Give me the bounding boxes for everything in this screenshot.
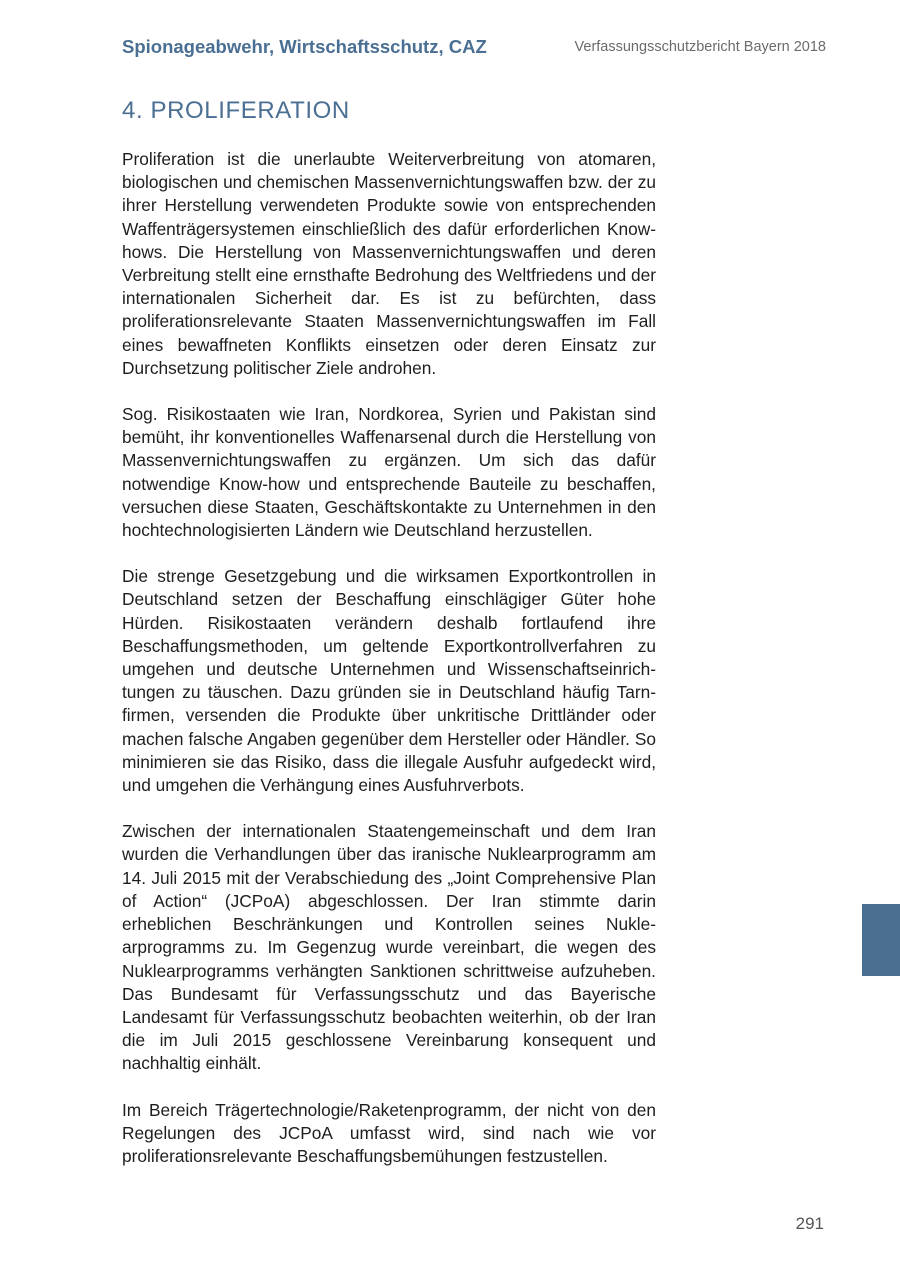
paragraph-missile-program: Im Bereich Trägertechnologie/Raketenprogramm, der nicht von den Regelungen des JCPoA umfasst wird, sind nach wie vor proliferationsrelevante Beschaffungsbemühungen festzustellen. (122, 1099, 656, 1166)
paragraph-jcpoa: Zwischen der internationalen Staatengemeinschaft und dem Iran wurden die Verhandlungen über das iranische Nuklearprogramm am 14. Juli 2015 mit der Verabschiedung des „Joint Comprehensive Plan of Action“ (JCPoA) abgeschlossen. Der Iran stimmte darin erheblichen Beschränkungen und Kontrollen seines Nuklearprogramms zu. Im Gegenzug wurde vereinbart, die wegen des Nuklearprogramms verhängten Sanktionen schrittweise aufzuheben. Das Bundesamt für Verfassungsschutz und das Bayerische Landesamt für Verfassungsschutz beobachten weiterhin, ob der Iran die im Juli 2015 geschlossene Vereinbarung konsequent und nachhaltig einhält. (122, 821, 656, 1074)
section-title: 4. PROLIFERATION (122, 97, 350, 124)
chapter-tab-marker (862, 904, 900, 976)
running-header-chapter: Spionageabwehr, Wirtschaftsschutz, CAZ (122, 36, 487, 57)
paragraph-definition: Proliferation ist die unerlaubte Weiterverbreitung von atomaren, biologischen und chemischen Massenvernichtungswaffen bzw. der zu ihrer Herstellung verwendeten Produkte sowie von entsprechenden Waffenträgersystemen einschließlich des dafür erforderlichen Know-hows. Die Herstellung von Massenvernichtungswaffen und deren Verbreitung stellt eine ernsthafte Bedrohung des Weltfriedens und der internationalen Sicherheit dar. Es ist zu befürchten, dass proliferationsrelevante Staaten Massenvernichtungswaffen im Fall eines bewaffneten Konflikts einsetzen oder deren Einsatz zur Durchsetzung politischer Ziele androhen. (122, 149, 656, 378)
running-header-report: Verfassungsschutzbericht Bayern 2018 (574, 39, 826, 55)
paragraph-risk-states: Sog. Risikostaaten wie Iran, Nordkorea, Syrien und Pakistan sind bemüht, ihr konventionelles Waffenarsenal durch die Herstellung von Massenvernichtungswaffen zu ergänzen. Um sich das dafür notwendige Know-how und entsprechende Bauteile zu beschaffen, versuchen diese Staaten, Geschäftskontakte zu Unternehmen in den hochtechnologisierten Ländern wie Deutschland herzustellen. (122, 404, 656, 541)
body-text (122, 148, 656, 1191)
paragraph-export-controls: Die strenge Gesetzgebung und die wirksamen Exportkontrollen in Deutschland setzen der Beschaffung einschlägiger Güter hohe Hürden. Risikostaaten verändern deshalb fortlaufend ihre Beschaffungsmethoden, um geltende Exportkontrollverfahren zu umgehen und deutsche Unternehmen und Wissenschaftseinrichtungen zu täuschen. Dazu gründen sie in Deutschland häufig Tarnfirmen, versenden die Produkte über unkritische Drittländer oder machen falsche Angaben gegenüber dem Hersteller oder Händler. So minimieren sie das Risiko, dass die illegale Ausfuhr aufgedeckt wird, und umgehen die Verhängung eines Ausfuhrverbots. (122, 566, 656, 796)
page-number: 291 (795, 1214, 824, 1233)
